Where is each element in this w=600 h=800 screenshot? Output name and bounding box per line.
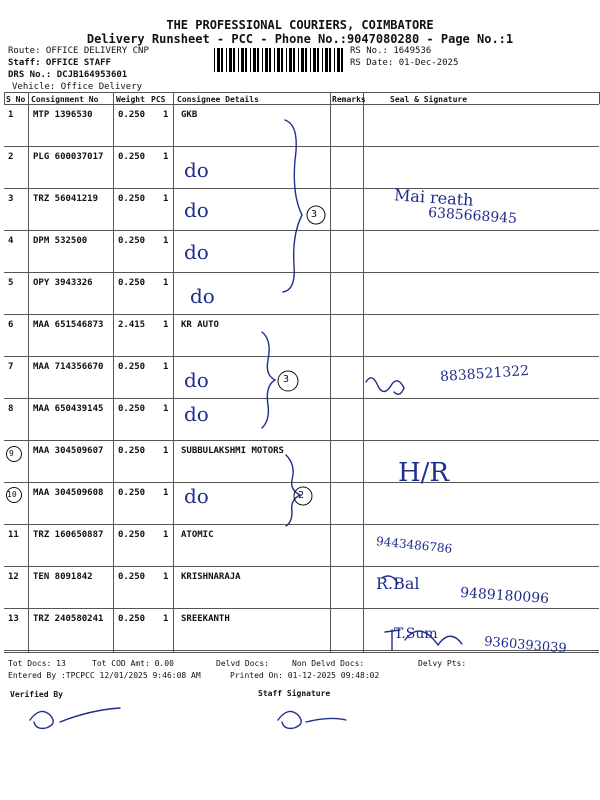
row-weight: 0.250 [118, 530, 146, 540]
signature-phone-row13: 9360393039 [483, 634, 568, 657]
row-consignee: ATOMIC [181, 530, 214, 540]
row-consignee: KRISHNARAJA [181, 572, 241, 582]
row-sno: 5 [8, 278, 14, 288]
row-pcs: 1 [163, 446, 169, 456]
row-pcs: 1 [163, 530, 169, 540]
row-consignee: KR AUTO [181, 320, 219, 330]
row-consignment-no: TRZ 160650887 [33, 530, 104, 540]
row-weight: 0.250 [118, 488, 146, 498]
col-seal-signature: Seal & Signature [390, 95, 468, 104]
row-consignment-no: MTP 1396530 [33, 110, 93, 120]
runsheet-subtitle: Delivery Runsheet - PCC - Phone No.:9047080280 - Page No.:1 [86, 32, 514, 46]
rs-number: RS No.: 1649536 [350, 46, 432, 56]
row-pcs: 1 [163, 152, 169, 162]
row-sno: 13 [8, 614, 19, 624]
signature-phone-row11: 9443486786 [375, 534, 453, 556]
staff-signature-label: Staff Signature [258, 689, 331, 698]
vehicle-label: Vehicle: Office Delivery [12, 82, 143, 92]
col-consignee: Consignee Details [177, 95, 259, 104]
row-pcs: 1 [163, 488, 169, 498]
handwritten-do-row7: do [184, 368, 209, 392]
row-sno: 4 [8, 236, 14, 246]
handwritten-do-row10: do [184, 484, 209, 508]
row-pcs: 1 [163, 362, 169, 372]
row-consignment-no: TEN 8091842 [33, 572, 93, 582]
rs-date: RS Date: 01-Dec-2025 [350, 58, 459, 68]
row-weight: 0.250 [118, 404, 146, 414]
signature-phone-row3: 6385668945 [427, 204, 518, 228]
row-weight: 0.250 [118, 194, 146, 204]
verified-by-label: Verified By [10, 690, 63, 699]
handwritten-do-row5: do [190, 284, 215, 308]
row-sno: 6 [8, 320, 14, 330]
row-sno: 12 [8, 572, 19, 582]
company-title: THE PROFESSIONAL COURIERS, COIMBATORE [166, 18, 434, 32]
drs-number: DRS No.: DCJB164953601 [8, 70, 128, 80]
signature-name-row13: T.Sum [394, 626, 438, 642]
col-sno: S No [6, 95, 26, 104]
row-consignment-no: MAA 650439145 [33, 404, 104, 414]
non-delivered-docs: Non Delvd Docs: [292, 659, 365, 668]
row-pcs: 1 [163, 236, 169, 246]
printed-on: Printed On: 01-12-2025 09:48:02 [230, 671, 380, 680]
signature-name-row3: Mai reath [393, 185, 475, 210]
entered-by: Entered By :TPCPCC 12/01/2025 9:46:08 AM [8, 671, 201, 680]
row-weight: 0.250 [118, 278, 146, 288]
row-weight: 0.250 [118, 446, 146, 456]
row-weight: 0.250 [118, 572, 146, 582]
handwritten-do-row2: do [184, 158, 209, 182]
row-weight: 2.415 [118, 320, 146, 330]
row-weight: 0.250 [118, 236, 146, 246]
total-cod-amount: Tot COD Amt: 0.00 [92, 659, 174, 668]
col-consignment: Consignment No [31, 95, 99, 104]
handwritten-do-row4: do [184, 240, 209, 264]
row-consignment-no: TRZ 56041219 [33, 194, 99, 204]
row-pcs: 1 [163, 614, 169, 624]
delivery-points: Delvy Pts: [418, 659, 467, 668]
row-sno: 3 [8, 194, 14, 204]
col-remarks: Remarks [332, 95, 366, 104]
row-sno: 1 [8, 110, 14, 120]
row-pcs: 1 [163, 404, 169, 414]
signature-name-row12: R.Bal [376, 574, 420, 593]
route-label: Route: OFFICE DELIVERY CNP [8, 46, 149, 56]
col-weight: Weight [116, 95, 145, 104]
circled-number-9: 9 [9, 449, 14, 458]
row-sno: 8 [8, 404, 14, 414]
row-consignment-no: MAA 651546873 [33, 320, 104, 330]
row-consignee: SREEKANTH [181, 614, 230, 624]
row-consignee: SUBBULAKSHMI MOTORS [181, 446, 284, 456]
signature-row9: H/R [398, 458, 450, 488]
staff-label: Staff: OFFICE STAFF [8, 58, 111, 68]
row-weight: 0.250 [118, 110, 146, 120]
row-weight: 0.250 [118, 362, 146, 372]
signature-phone-row12: 9489180096 [459, 584, 550, 608]
signature-phone-row7: 8838521322 [439, 362, 530, 386]
row-consignment-no: DPM 532500 [33, 236, 88, 246]
row-consignment-no: MAA 714356670 [33, 362, 104, 372]
row-consignment-no: MAA 304509608 [33, 488, 104, 498]
row-consignment-no: OPY 3943326 [33, 278, 93, 288]
row-pcs: 1 [163, 278, 169, 288]
row-weight: 0.250 [118, 614, 146, 624]
col-pcs: PCS [151, 95, 166, 104]
row-consignment-no: MAA 304509607 [33, 446, 104, 456]
row-pcs: 1 [163, 110, 169, 120]
handwritten-do-row3: do [184, 198, 209, 222]
row-sno: 7 [8, 362, 14, 372]
row-consignment-no: PLG 600037017 [33, 152, 104, 162]
bracket-count-rows-9-10: 2 [298, 490, 305, 501]
bracket-count-rows-7-8: 3 [283, 374, 290, 385]
row-pcs: 1 [163, 194, 169, 204]
row-pcs: 1 [163, 320, 169, 330]
row-consignment-no: TRZ 240580241 [33, 614, 104, 624]
row-weight: 0.250 [118, 152, 146, 162]
row-pcs: 1 [163, 572, 169, 582]
circled-number-10: 10 [7, 490, 17, 499]
delivered-docs: Delvd Docs: [216, 659, 269, 668]
row-consignee: GKB [181, 110, 198, 120]
bracket-count-rows-1-5: 3 [311, 209, 318, 220]
total-docs: Tot Docs: 13 [8, 659, 66, 668]
row-sno: 11 [8, 530, 19, 540]
row-sno: 2 [8, 152, 14, 162]
handwritten-do-row8: do [184, 402, 209, 426]
